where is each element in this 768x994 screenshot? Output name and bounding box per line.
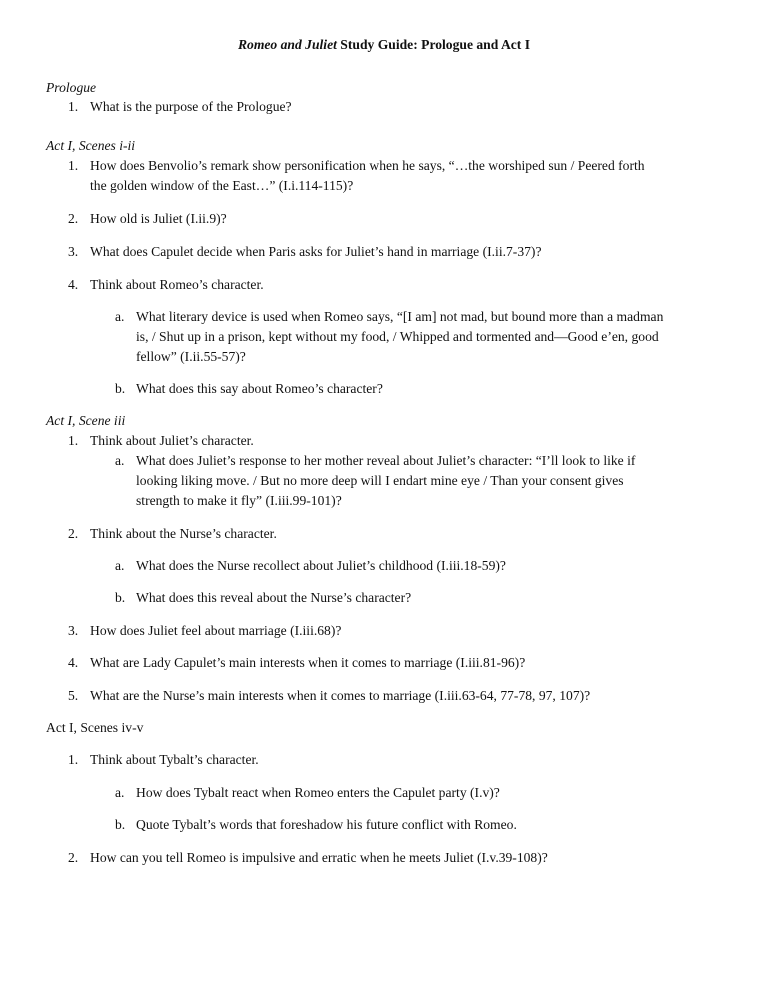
sub-question-label: a. — [115, 453, 125, 468]
question-number: 3. — [68, 623, 79, 638]
question-text: How old is Juliet (I.ii.9)? — [90, 211, 227, 226]
question-number: 1. — [68, 433, 79, 448]
sub-question-label: b. — [115, 817, 126, 832]
section-heading-act1-scenes-i-ii: Act I, Scenes i-ii — [46, 138, 136, 153]
sub-question-text: looking liking move. / But no more deep will I endart mine eye / Than your consent gives — [136, 473, 624, 488]
sub-question-text: strength to make it fly” (I.iii.99-101)? — [136, 493, 342, 508]
section-heading-act1-scenes-iv-v: Act I, Scenes iv-v — [46, 720, 144, 735]
question-text: What are Lady Capulet’s main interests when it comes to marriage (I.iii.81-96)? — [90, 655, 526, 670]
page-title-italic: Romeo and Juliet — [237, 37, 337, 52]
question-text: Think about Juliet’s character. — [90, 433, 254, 448]
question-text: How can you tell Romeo is impulsive and erratic when he meets Juliet (I.v.39-108)? — [90, 850, 548, 865]
sub-question-text: What literary device is used when Romeo says, “[I am] not mad, but bound more than a madman — [136, 309, 664, 324]
question-text: What are the Nurse’s main interests when it comes to marriage (I.iii.63-64, 77-78, 97, 107)? — [90, 688, 591, 703]
question-number: 5. — [68, 688, 79, 703]
sub-question-label: b. — [115, 381, 126, 396]
sub-question-label: b. — [115, 590, 126, 605]
sub-question-label: a. — [115, 785, 125, 800]
sub-question-text: is, / Shut up in a prison, kept without my food, / Whipped and tormented and—Good e’en, good — [136, 329, 659, 344]
page-title — [0, 37, 768, 53]
question-number: 4. — [68, 655, 79, 670]
sub-question-text: fellow” (I.ii.55-57)? — [136, 349, 246, 364]
question-text: What is the purpose of the Prologue? — [90, 99, 292, 114]
sub-question-text: Quote Tybalt’s words that foreshadow his future conflict with Romeo. — [136, 817, 517, 832]
question-text: the golden window of the East…” (I.i.114-115)? — [90, 178, 354, 193]
section-heading-prologue: Prologue — [46, 80, 97, 95]
sub-question-text: What does Juliet’s response to her mother reveal about Juliet’s character: “I’ll look to like if — [136, 453, 636, 468]
sub-question-text: What does this say about Romeo’s character? — [136, 381, 383, 396]
question-number: 1. — [68, 752, 79, 767]
question-number: 3. — [68, 244, 79, 259]
sub-question-label: a. — [115, 309, 125, 324]
sub-question-label: a. — [115, 558, 125, 573]
question-number: 2. — [68, 526, 79, 541]
question-number: 1. — [68, 99, 79, 114]
question-text: How does Benvolio’s remark show personification when he says, “…the worshiped sun / Peered forth — [90, 158, 645, 173]
question-text: What does Capulet decide when Paris asks for Juliet’s hand in marriage (I.ii.7-37)? — [90, 244, 542, 259]
question-text: Think about Romeo’s character. — [90, 277, 264, 292]
question-text: How does Juliet feel about marriage (I.iii.68)? — [90, 623, 342, 638]
question-text: Think about Tybalt’s character. — [90, 752, 259, 767]
question-number: 2. — [68, 211, 79, 226]
question-number: 2. — [68, 850, 79, 865]
sub-question-text: How does Tybalt react when Romeo enters the Capulet party (I.v)? — [136, 785, 500, 800]
question-text: Think about the Nurse’s character. — [90, 526, 277, 541]
question-number: 4. — [68, 277, 79, 292]
sub-question-text: What does the Nurse recollect about Juliet’s childhood (I.iii.18-59)? — [136, 558, 506, 573]
sub-question-text: What does this reveal about the Nurse’s character? — [136, 590, 412, 605]
section-heading-act1-scene-iii: Act I, Scene iii — [46, 413, 126, 428]
question-number: 1. — [68, 158, 79, 173]
page-title-rest: Study Guide: Prologue and Act I — [336, 37, 531, 52]
